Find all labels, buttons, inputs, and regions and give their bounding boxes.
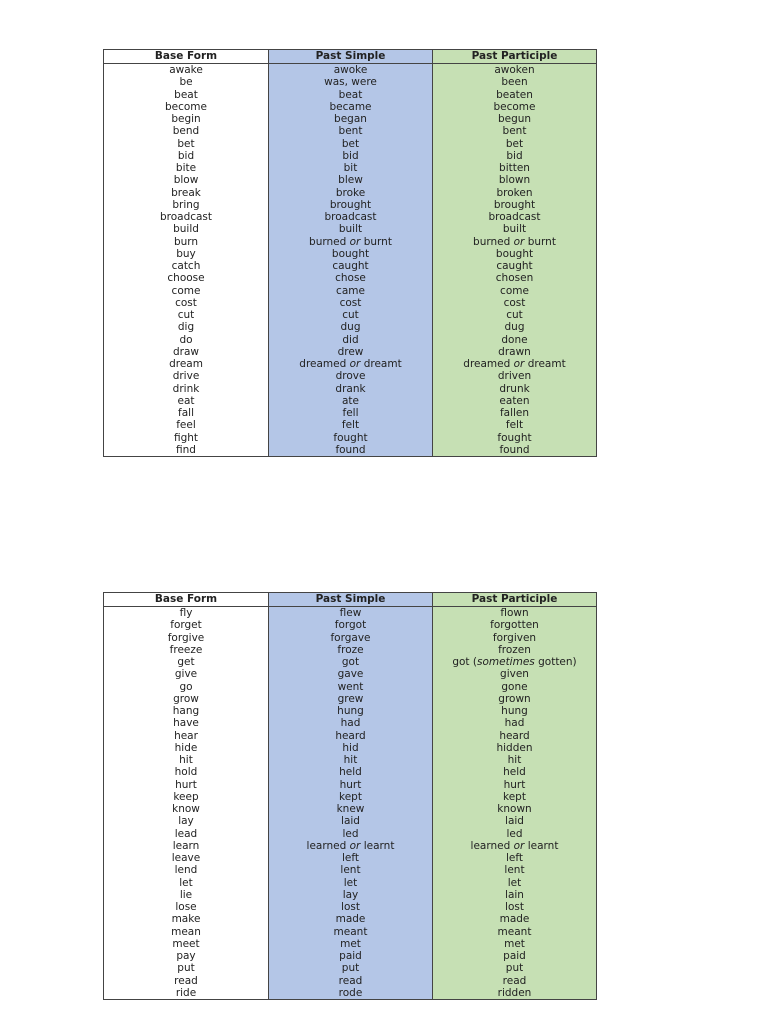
- table-row: [104, 162, 597, 174]
- table-row: [104, 828, 597, 840]
- cell-past-simple: began: [269, 113, 433, 125]
- table-row: [104, 815, 597, 827]
- cell-base-form: build: [104, 223, 269, 235]
- cell-base-form: cost: [104, 297, 269, 309]
- table-row: [104, 840, 597, 852]
- table-row: [104, 791, 597, 803]
- cell-past-simple: read: [269, 975, 433, 987]
- cell-past-participle: dreamed or dreamt: [433, 358, 597, 370]
- table-row: [104, 681, 597, 693]
- table-row: [104, 693, 597, 705]
- cell-past-participle: given: [433, 668, 597, 680]
- table-row: [104, 913, 597, 925]
- table-row: [104, 297, 597, 309]
- cell-base-form: let: [104, 877, 269, 889]
- cell-base-form: buy: [104, 248, 269, 260]
- cell-past-simple: meant: [269, 926, 433, 938]
- cell-past-simple: had: [269, 717, 433, 729]
- cell-past-simple: forgot: [269, 619, 433, 631]
- table-row: [104, 668, 597, 680]
- table-row: [104, 962, 597, 974]
- cell-base-form: come: [104, 285, 269, 297]
- cell-past-participle: bought: [433, 248, 597, 260]
- cell-past-participle: gone: [433, 681, 597, 693]
- cell-past-simple: hit: [269, 754, 433, 766]
- cell-past-participle: frozen: [433, 644, 597, 656]
- cell-past-simple: held: [269, 766, 433, 778]
- table-header-row: [104, 50, 597, 64]
- cell-base-form: bend: [104, 125, 269, 137]
- cell-past-simple: bought: [269, 248, 433, 260]
- table-row: [104, 321, 597, 333]
- table-row: [104, 864, 597, 876]
- cell-past-simple: felt: [269, 419, 433, 431]
- cell-base-form: lend: [104, 864, 269, 876]
- cell-past-simple: chose: [269, 272, 433, 284]
- cell-past-simple: burned or burnt: [269, 236, 433, 248]
- cell-base-form: hang: [104, 705, 269, 717]
- cell-past-participle: paid: [433, 950, 597, 962]
- cell-past-simple: drew: [269, 346, 433, 358]
- table-row: [104, 150, 597, 162]
- cell-base-form: lay: [104, 815, 269, 827]
- table-row: [104, 236, 597, 248]
- cell-base-form: read: [104, 975, 269, 987]
- cell-past-simple: became: [269, 101, 433, 113]
- table-row: [104, 395, 597, 407]
- cell-past-simple: dug: [269, 321, 433, 333]
- cell-past-participle: brought: [433, 199, 597, 211]
- cell-past-participle: been: [433, 76, 597, 88]
- table-row: [104, 419, 597, 431]
- table-header-row: [104, 593, 597, 607]
- cell-past-participle: made: [433, 913, 597, 925]
- cell-past-simple: led: [269, 828, 433, 840]
- table-row: [104, 358, 597, 370]
- cell-past-simple: bit: [269, 162, 433, 174]
- table-row: [104, 64, 597, 77]
- cell-past-participle: lent: [433, 864, 597, 876]
- table-row: [104, 174, 597, 186]
- cell-past-simple: met: [269, 938, 433, 950]
- cell-past-simple: built: [269, 223, 433, 235]
- cell-past-participle: cut: [433, 309, 597, 321]
- cell-past-participle: lost: [433, 901, 597, 913]
- cell-past-simple: broadcast: [269, 211, 433, 223]
- cell-base-form: hit: [104, 754, 269, 766]
- cell-past-participle: blown: [433, 174, 597, 186]
- cell-past-participle: hidden: [433, 742, 597, 754]
- cell-past-participle: kept: [433, 791, 597, 803]
- table-row: [104, 730, 597, 742]
- cell-past-simple: made: [269, 913, 433, 925]
- header-past-participle: Past Participle: [433, 50, 597, 64]
- cell-past-participle: drawn: [433, 346, 597, 358]
- cell-base-form: bite: [104, 162, 269, 174]
- cell-base-form: grow: [104, 693, 269, 705]
- cell-base-form: bid: [104, 150, 269, 162]
- cell-past-participle: felt: [433, 419, 597, 431]
- cell-base-form: become: [104, 101, 269, 113]
- cell-past-participle: ridden: [433, 987, 597, 1000]
- cell-past-participle: flown: [433, 607, 597, 620]
- cell-past-simple: got: [269, 656, 433, 668]
- cell-past-simple: drank: [269, 383, 433, 395]
- cell-base-form: lead: [104, 828, 269, 840]
- cell-past-simple: hid: [269, 742, 433, 754]
- table-row: [104, 101, 597, 113]
- table-row: [104, 285, 597, 297]
- cell-past-simple: hung: [269, 705, 433, 717]
- cell-base-form: awake: [104, 64, 269, 77]
- cell-base-form: fall: [104, 407, 269, 419]
- cell-past-participle: become: [433, 101, 597, 113]
- cell-past-participle: hurt: [433, 779, 597, 791]
- table-row: [104, 346, 597, 358]
- cell-past-simple: grew: [269, 693, 433, 705]
- cell-base-form: fight: [104, 432, 269, 444]
- cell-past-participle: dug: [433, 321, 597, 333]
- cell-past-participle: chosen: [433, 272, 597, 284]
- cell-base-form: hide: [104, 742, 269, 754]
- cell-past-simple: bid: [269, 150, 433, 162]
- cell-past-participle: broken: [433, 187, 597, 199]
- cell-past-simple: went: [269, 681, 433, 693]
- cell-base-form: hear: [104, 730, 269, 742]
- cell-base-form: cut: [104, 309, 269, 321]
- header-past-simple: Past Simple: [269, 593, 433, 607]
- table-row: [104, 938, 597, 950]
- table-row: [104, 187, 597, 199]
- cell-base-form: drink: [104, 383, 269, 395]
- cell-base-form: give: [104, 668, 269, 680]
- table-row: [104, 607, 597, 620]
- table-row: [104, 644, 597, 656]
- table-row: [104, 76, 597, 88]
- cell-base-form: blow: [104, 174, 269, 186]
- cell-past-simple: drove: [269, 370, 433, 382]
- table-row: [104, 717, 597, 729]
- cell-past-participle: cost: [433, 297, 597, 309]
- cell-past-participle: bid: [433, 150, 597, 162]
- cell-past-simple: broke: [269, 187, 433, 199]
- irregular-verbs-table-1: [103, 49, 597, 457]
- table-row: [104, 619, 597, 631]
- table-row: [104, 766, 597, 778]
- cell-past-simple: found: [269, 444, 433, 457]
- cell-base-form: forget: [104, 619, 269, 631]
- cell-base-form: do: [104, 334, 269, 346]
- cell-base-form: pay: [104, 950, 269, 962]
- cell-past-participle: found: [433, 444, 597, 457]
- cell-past-simple: caught: [269, 260, 433, 272]
- table-row: [104, 125, 597, 137]
- cell-past-participle: met: [433, 938, 597, 950]
- cell-past-participle: eaten: [433, 395, 597, 407]
- cell-past-participle: held: [433, 766, 597, 778]
- table-row: [104, 632, 597, 644]
- cell-past-simple: hurt: [269, 779, 433, 791]
- cell-base-form: eat: [104, 395, 269, 407]
- cell-past-simple: knew: [269, 803, 433, 815]
- table-row: [104, 383, 597, 395]
- cell-base-form: bet: [104, 138, 269, 150]
- cell-past-simple: cost: [269, 297, 433, 309]
- cell-base-form: forgive: [104, 632, 269, 644]
- cell-base-form: dig: [104, 321, 269, 333]
- table-row: [104, 223, 597, 235]
- table-row: [104, 975, 597, 987]
- cell-past-simple: fell: [269, 407, 433, 419]
- cell-past-simple: let: [269, 877, 433, 889]
- table-row: [104, 432, 597, 444]
- cell-base-form: have: [104, 717, 269, 729]
- cell-past-simple: bent: [269, 125, 433, 137]
- cell-base-form: mean: [104, 926, 269, 938]
- cell-past-simple: lent: [269, 864, 433, 876]
- cell-base-form: dream: [104, 358, 269, 370]
- cell-base-form: find: [104, 444, 269, 457]
- cell-base-form: meet: [104, 938, 269, 950]
- table-row: [104, 901, 597, 913]
- cell-base-form: feel: [104, 419, 269, 431]
- cell-base-form: hold: [104, 766, 269, 778]
- table-row: [104, 754, 597, 766]
- cell-past-simple: lost: [269, 901, 433, 913]
- table-row: [104, 89, 597, 101]
- table-row: [104, 803, 597, 815]
- cell-past-simple: forgave: [269, 632, 433, 644]
- table-row: [104, 950, 597, 962]
- cell-past-simple: cut: [269, 309, 433, 321]
- table-row: [104, 742, 597, 754]
- cell-past-participle: driven: [433, 370, 597, 382]
- cell-past-participle: drunk: [433, 383, 597, 395]
- table-row: [104, 113, 597, 125]
- cell-past-participle: had: [433, 717, 597, 729]
- cell-past-simple: lay: [269, 889, 433, 901]
- cell-base-form: fly: [104, 607, 269, 620]
- cell-past-simple: was, were: [269, 76, 433, 88]
- table-row: [104, 705, 597, 717]
- cell-past-participle: begun: [433, 113, 597, 125]
- cell-base-form: leave: [104, 852, 269, 864]
- table-row: [104, 779, 597, 791]
- cell-past-simple: blew: [269, 174, 433, 186]
- cell-past-participle: hung: [433, 705, 597, 717]
- table-row: [104, 370, 597, 382]
- cell-base-form: go: [104, 681, 269, 693]
- cell-base-form: know: [104, 803, 269, 815]
- cell-past-participle: fought: [433, 432, 597, 444]
- cell-past-simple: froze: [269, 644, 433, 656]
- cell-past-simple: did: [269, 334, 433, 346]
- cell-past-participle: left: [433, 852, 597, 864]
- cell-past-participle: read: [433, 975, 597, 987]
- cell-base-form: lose: [104, 901, 269, 913]
- cell-past-participle: led: [433, 828, 597, 840]
- cell-past-participle: laid: [433, 815, 597, 827]
- cell-past-simple: laid: [269, 815, 433, 827]
- cell-past-participle: put: [433, 962, 597, 974]
- cell-past-simple: heard: [269, 730, 433, 742]
- cell-past-participle: lain: [433, 889, 597, 901]
- cell-past-simple: rode: [269, 987, 433, 1000]
- cell-base-form: hurt: [104, 779, 269, 791]
- cell-past-simple: gave: [269, 668, 433, 680]
- cell-past-participle: done: [433, 334, 597, 346]
- cell-past-simple: put: [269, 962, 433, 974]
- cell-base-form: put: [104, 962, 269, 974]
- cell-base-form: drive: [104, 370, 269, 382]
- cell-past-participle: awoken: [433, 64, 597, 77]
- cell-base-form: get: [104, 656, 269, 668]
- cell-past-participle: bitten: [433, 162, 597, 174]
- cell-past-simple: came: [269, 285, 433, 297]
- cell-past-participle: bent: [433, 125, 597, 137]
- cell-past-participle: bet: [433, 138, 597, 150]
- table-row: [104, 309, 597, 321]
- cell-base-form: bring: [104, 199, 269, 211]
- cell-past-participle: got (sometimes gotten): [433, 656, 597, 668]
- table-row: [104, 407, 597, 419]
- table-row: [104, 889, 597, 901]
- cell-past-simple: kept: [269, 791, 433, 803]
- cell-past-participle: beaten: [433, 89, 597, 101]
- table-row: [104, 272, 597, 284]
- cell-past-simple: bet: [269, 138, 433, 150]
- cell-base-form: break: [104, 187, 269, 199]
- table-row: [104, 926, 597, 938]
- cell-base-form: lie: [104, 889, 269, 901]
- cell-base-form: begin: [104, 113, 269, 125]
- cell-base-form: burn: [104, 236, 269, 248]
- cell-base-form: freeze: [104, 644, 269, 656]
- cell-past-participle: heard: [433, 730, 597, 742]
- table-row: [104, 199, 597, 211]
- cell-base-form: beat: [104, 89, 269, 101]
- cell-past-participle: hit: [433, 754, 597, 766]
- header-past-participle: Past Participle: [433, 593, 597, 607]
- cell-base-form: draw: [104, 346, 269, 358]
- cell-past-participle: meant: [433, 926, 597, 938]
- table-row: [104, 444, 597, 457]
- cell-past-simple: flew: [269, 607, 433, 620]
- cell-past-participle: caught: [433, 260, 597, 272]
- irregular-verbs-table-2: [103, 592, 597, 1000]
- table-row: [104, 248, 597, 260]
- cell-past-participle: forgotten: [433, 619, 597, 631]
- cell-past-simple: beat: [269, 89, 433, 101]
- cell-base-form: learn: [104, 840, 269, 852]
- cell-base-form: choose: [104, 272, 269, 284]
- cell-base-form: be: [104, 76, 269, 88]
- cell-past-participle: broadcast: [433, 211, 597, 223]
- cell-base-form: catch: [104, 260, 269, 272]
- header-base-form: Base Form: [104, 593, 269, 607]
- cell-past-participle: forgiven: [433, 632, 597, 644]
- cell-past-participle: fallen: [433, 407, 597, 419]
- cell-past-simple: brought: [269, 199, 433, 211]
- table-row: [104, 877, 597, 889]
- cell-base-form: make: [104, 913, 269, 925]
- cell-past-simple: dreamed or dreamt: [269, 358, 433, 370]
- table-row: [104, 656, 597, 668]
- cell-past-simple: ate: [269, 395, 433, 407]
- table-row: [104, 852, 597, 864]
- cell-past-simple: left: [269, 852, 433, 864]
- cell-past-participle: let: [433, 877, 597, 889]
- cell-past-participle: grown: [433, 693, 597, 705]
- cell-past-simple: learned or learnt: [269, 840, 433, 852]
- header-base-form: Base Form: [104, 50, 269, 64]
- table-row: [104, 260, 597, 272]
- cell-past-participle: learned or learnt: [433, 840, 597, 852]
- cell-past-simple: paid: [269, 950, 433, 962]
- cell-past-simple: fought: [269, 432, 433, 444]
- cell-past-participle: built: [433, 223, 597, 235]
- table-row: [104, 138, 597, 150]
- cell-past-participle: known: [433, 803, 597, 815]
- cell-past-participle: burned or burnt: [433, 236, 597, 248]
- cell-past-simple: awoke: [269, 64, 433, 77]
- header-past-simple: Past Simple: [269, 50, 433, 64]
- cell-past-participle: come: [433, 285, 597, 297]
- table-row: [104, 334, 597, 346]
- cell-base-form: keep: [104, 791, 269, 803]
- cell-base-form: ride: [104, 987, 269, 1000]
- table-row: [104, 987, 597, 1000]
- cell-base-form: broadcast: [104, 211, 269, 223]
- table-row: [104, 211, 597, 223]
